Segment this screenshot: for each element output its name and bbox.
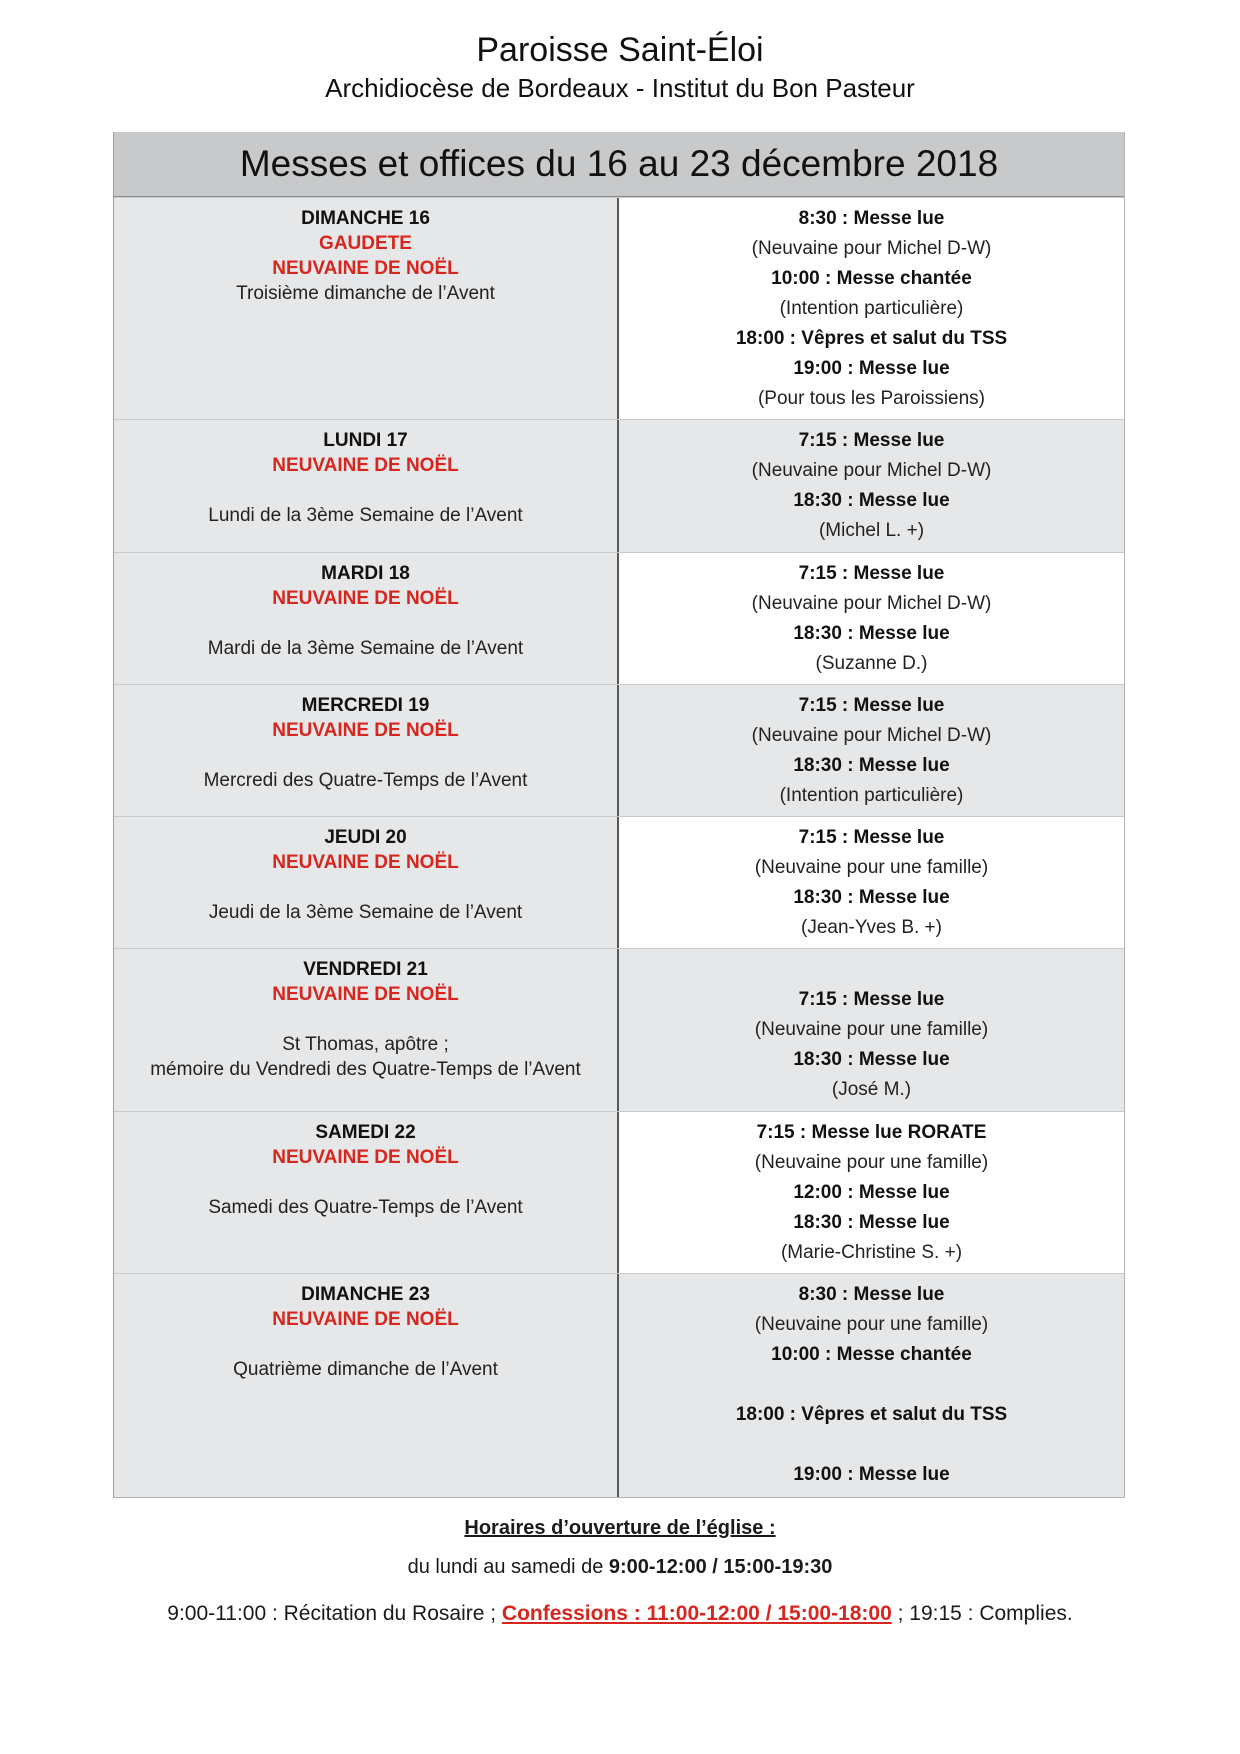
service-time: 7:15 : Messe lue bbox=[798, 827, 945, 848]
day-cell bbox=[114, 1274, 619, 1497]
spacer bbox=[114, 478, 617, 503]
liturgical-day: Troisième dimanche de l’Avent bbox=[236, 283, 495, 304]
feast-label: NEUVAINE DE NOËL bbox=[272, 1309, 459, 1330]
services-cell bbox=[619, 1112, 1124, 1273]
liturgical-day: Mardi de la 3ème Semaine de l’Avent bbox=[207, 638, 524, 659]
opening-hours-weekdays bbox=[0, 1554, 1240, 1580]
schedule-row bbox=[114, 816, 1124, 948]
feast-label: NEUVAINE DE NOËL bbox=[272, 1147, 459, 1168]
daily-offices-line bbox=[0, 1601, 1240, 1627]
day-name: DIMANCHE 23 bbox=[301, 1284, 430, 1305]
weekday-hours: 9:00-12:00 / 15:00-19:30 bbox=[608, 1556, 833, 1578]
service-intention: (Neuvaine pour Michel D-W) bbox=[751, 238, 992, 259]
service-time: 7:15 : Messe lue RORATE bbox=[756, 1122, 987, 1143]
day-cell bbox=[114, 1112, 619, 1273]
service-time: 18:30 : Messe lue bbox=[793, 755, 950, 776]
service-time: 7:15 : Messe lue bbox=[798, 695, 945, 716]
service-time: 7:15 : Messe lue bbox=[798, 989, 945, 1010]
day-name: DIMANCHE 16 bbox=[301, 208, 430, 229]
service-intention: (Neuvaine pour une famille) bbox=[754, 857, 989, 878]
day-name: MERCREDI 19 bbox=[301, 695, 430, 716]
schedule-table bbox=[113, 132, 1125, 1498]
service-time: 10:00 : Messe chantée bbox=[771, 1344, 972, 1365]
service-time: 18:30 : Messe lue bbox=[793, 1049, 950, 1070]
liturgical-day: Samedi des Quatre-Temps de l’Avent bbox=[208, 1197, 523, 1218]
feast-label: NEUVAINE DE NOËL bbox=[272, 720, 459, 741]
service-intention: (Neuvaine pour une famille) bbox=[754, 1019, 989, 1040]
service-time: 18:30 : Messe lue bbox=[793, 1212, 950, 1233]
feast-label: GAUDETE bbox=[319, 233, 412, 254]
feast-label: NEUVAINE DE NOËL bbox=[272, 588, 459, 609]
service-intention: (Suzanne D.) bbox=[815, 653, 928, 674]
liturgical-day: Lundi de la 3ème Semaine de l’Avent bbox=[208, 505, 523, 526]
schedule-row bbox=[114, 1273, 1124, 1497]
spacer bbox=[114, 743, 617, 768]
service-time: 18:00 : Vêpres et salut du TSS bbox=[735, 1404, 1008, 1425]
schedule-row bbox=[114, 684, 1124, 816]
day-name: JEUDI 20 bbox=[324, 827, 407, 848]
weekday-prefix: du lundi au samedi de bbox=[407, 1556, 609, 1578]
services-cell bbox=[619, 949, 1124, 1111]
services-cell bbox=[619, 198, 1124, 419]
service-intention: (Intention particulière) bbox=[779, 298, 964, 319]
day-name: LUNDI 17 bbox=[323, 430, 408, 451]
compline-time: ; 19:15 : Complies. bbox=[891, 1602, 1073, 1625]
liturgical-day: mémoire du Vendredi des Quatre-Temps de l’Avent bbox=[150, 1059, 581, 1080]
service-intention: (Neuvaine pour Michel D-W) bbox=[751, 593, 992, 614]
spacer bbox=[619, 955, 1124, 985]
services-cell bbox=[619, 817, 1124, 948]
schedule-row bbox=[114, 948, 1124, 1111]
day-cell bbox=[114, 685, 619, 816]
service-intention: (Pour tous les Paroissiens) bbox=[757, 388, 986, 409]
service-intention: (Neuvaine pour Michel D-W) bbox=[751, 460, 992, 481]
spacer bbox=[114, 1170, 617, 1195]
day-name: VENDREDI 21 bbox=[303, 959, 428, 980]
schedule-row bbox=[114, 419, 1124, 552]
day-cell bbox=[114, 198, 619, 419]
feast-label: NEUVAINE DE NOËL bbox=[272, 984, 459, 1005]
spacer bbox=[114, 875, 617, 900]
services-cell bbox=[619, 685, 1124, 816]
services-cell bbox=[619, 553, 1124, 684]
service-time: 18:30 : Messe lue bbox=[793, 887, 950, 908]
services-cell bbox=[619, 1274, 1124, 1497]
service-time: 18:30 : Messe lue bbox=[793, 490, 950, 511]
service-time: 8:30 : Messe lue bbox=[798, 208, 945, 229]
liturgical-day: Mercredi des Quatre-Temps de l’Avent bbox=[203, 770, 528, 791]
feast-label: NEUVAINE DE NOËL bbox=[272, 258, 459, 279]
schedule-row bbox=[114, 552, 1124, 684]
service-time: 19:00 : Messe lue bbox=[793, 358, 950, 379]
schedule-row bbox=[114, 1111, 1124, 1273]
day-cell bbox=[114, 817, 619, 948]
day-cell bbox=[114, 949, 619, 1111]
service-intention: (Intention particulière) bbox=[779, 785, 964, 806]
schedule-row bbox=[114, 197, 1124, 419]
service-time: 12:00 : Messe lue bbox=[793, 1182, 950, 1203]
feast-label: NEUVAINE DE NOËL bbox=[272, 852, 459, 873]
liturgical-day: Quatrième dimanche de l’Avent bbox=[233, 1359, 498, 1380]
diocese-subtitle: Archidiocèse de Bordeaux - Institut du Bon Pasteur bbox=[325, 73, 915, 103]
day-name: MARDI 18 bbox=[321, 563, 410, 584]
confessions-time: Confessions : 11:00-12:00 / 15:00-18:00 bbox=[501, 1602, 892, 1625]
service-intention: (Michel L. +) bbox=[818, 520, 925, 541]
service-intention: (Jean-Yves B. +) bbox=[801, 917, 942, 938]
liturgical-day: St Thomas, apôtre ; bbox=[282, 1034, 449, 1055]
opening-hours-heading: Horaires d’ouverture de l’église : bbox=[464, 1517, 776, 1539]
day-cell bbox=[114, 420, 619, 552]
service-intention: (Neuvaine pour Michel D-W) bbox=[751, 725, 992, 746]
service-time: 18:30 : Messe lue bbox=[793, 623, 950, 644]
spacer bbox=[619, 1430, 1124, 1460]
schedule-title: Messes et offices du 16 au 23 décembre 2018 bbox=[114, 132, 1124, 197]
service-time: 8:30 : Messe lue bbox=[798, 1284, 945, 1305]
service-intention: (Neuvaine pour une famille) bbox=[754, 1152, 989, 1173]
service-time: 18:00 : Vêpres et salut du TSS bbox=[735, 328, 1008, 349]
service-intention: (Marie-Christine S. +) bbox=[780, 1242, 963, 1263]
spacer bbox=[114, 1007, 617, 1032]
services-cell bbox=[619, 420, 1124, 552]
feast-label: NEUVAINE DE NOËL bbox=[272, 455, 459, 476]
service-time: 7:15 : Messe lue bbox=[798, 430, 945, 451]
rosary-time: 9:00-11:00 : Récitation du Rosaire ; bbox=[167, 1602, 502, 1625]
service-time: 7:15 : Messe lue bbox=[798, 563, 945, 584]
spacer bbox=[114, 1332, 617, 1357]
service-time: 19:00 : Messe lue bbox=[793, 1464, 950, 1485]
day-cell bbox=[114, 553, 619, 684]
parish-name: Paroisse Saint-Éloi bbox=[476, 31, 764, 69]
service-time: 10:00 : Messe chantée bbox=[771, 268, 972, 289]
service-intention: (José M.) bbox=[831, 1079, 912, 1100]
day-name: SAMEDI 22 bbox=[315, 1122, 416, 1143]
service-intention: (Neuvaine pour une famille) bbox=[754, 1314, 989, 1335]
liturgical-day: Jeudi de la 3ème Semaine de l’Avent bbox=[208, 902, 523, 923]
spacer bbox=[619, 1370, 1124, 1400]
spacer bbox=[114, 611, 617, 636]
